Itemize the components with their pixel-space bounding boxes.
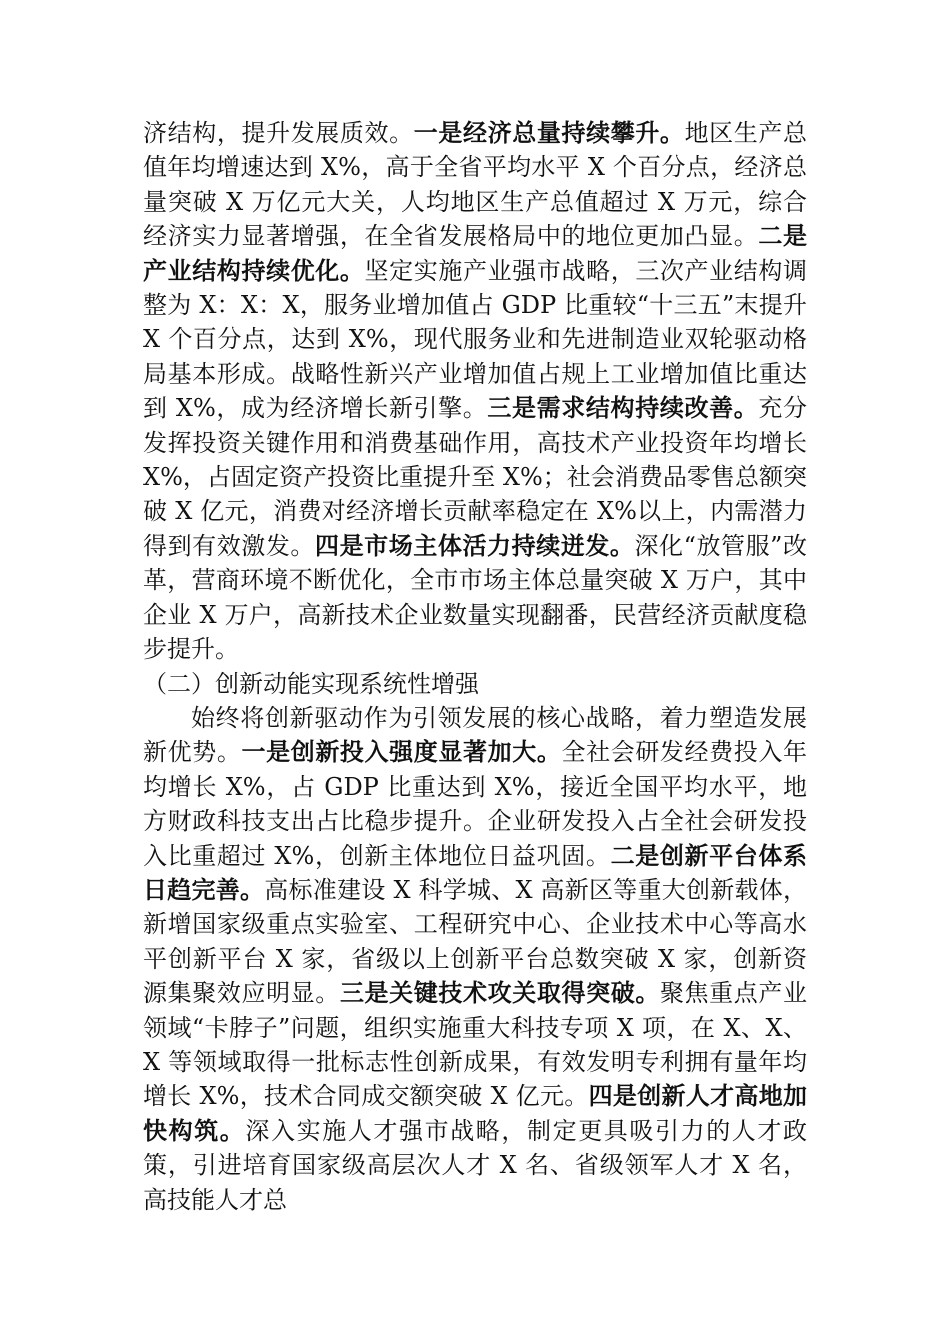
paragraph-economy [143, 116, 807, 667]
bold-point-2: 二是创新平台体系日趋完善。 [143, 840, 807, 904]
bold-point-4: 四是创新人才高地加快构筑。 [143, 1081, 808, 1145]
text-run: 地区生产总值年均增速达到 X%，高于全省平均水平 X 个百分点，经济总量突破 X 万亿元大关，人均地区生产总值超过 X 万元，综合经济实力显著增强，在全省发展格局中的地位更加凸显。 [143, 119, 808, 251]
section-heading: （二）创新动能实现系统性增强 [143, 669, 479, 698]
bold-point-1: 一是创新投入强度显著加大。 [241, 737, 562, 767]
text-run: 深入实施人才强市战略，制定更具吸引力的人才政策，引进培育国家级高层次人才 X 名、省级领军人才 X 名，高技能人才总 [143, 1116, 808, 1214]
text-run: 深化“放管服”改革，营商环境不断优化，全市市场主体总量突破 X 万户，其中企业 X 万户，高新技术企业数量实现翻番，民营经济贡献度稳步提升。 [143, 531, 808, 664]
bold-point-3: 三是需求结构持续改善。 [487, 393, 759, 423]
document-page [143, 116, 807, 1217]
bold-point-4: 四是市场主体活力持续迸发。 [315, 530, 635, 560]
text-run: 聚焦重点产业领域“卡脖子”问题，组织实施重大科技专项 X 项，在 X、X、X 等领域取得一批标志性创新成果，有效发明专利拥有量年均增长 X%，技术合同成交额突破 X 亿元。 [143, 979, 808, 1111]
bold-point-3: 三是关键技术攻关取得突破。 [339, 978, 660, 1008]
text-run: 始终将创新驱动作为引领发展的核心战略，着力塑造发展新优势。 [143, 703, 807, 767]
text-run: 坚定实施产业强市战略，三次产业结构调整为 X：X：X，服务业增加值占 GDP 比重较“十三五”末提升 X 个百分点，达到 X%，现代服务业和先进制造业双轮驱动格局基本形成。战略性新兴产业增加值占规上工业增加值比重达到 X%，成为经济增长新引擎。 [143, 256, 808, 423]
text-run: 济结构，提升发展质效。 [143, 119, 414, 147]
bold-point-1: 一是经济总量持续攀升。 [413, 118, 685, 147]
text-run: 充分发挥投资关键作用和消费基础作用，高技术产业投资年均增长 X%，占固定资产投资比重提升至 X%；社会消费品零售总额突破 X 亿元，消费对经济增长贡献率稳定在 X%以上，内需潜力得到有效激发。 [143, 394, 807, 560]
text-run: 全社会研发经费投入年均增长 X%，占 GDP 比重达到 X%，接近全国平均水平，地方财政科技支出占比稳步提升。企业研发投入占全社会研发投入比重超过 X%，创新主体地位日益巩固。 [143, 738, 808, 870]
bold-point-2: 二是产业结构持续优化。 [143, 221, 808, 285]
paragraph-innovation [143, 701, 807, 1217]
text-run: 高标准建设 X 科学城、X 高新区等重大创新载体，新增国家级重点实验室、工程研究中心、企业技术中心等高水平创新平台 X 家，省级以上创新平台总数突破 X 家，创新资源集聚效应明显。 [143, 875, 808, 1008]
